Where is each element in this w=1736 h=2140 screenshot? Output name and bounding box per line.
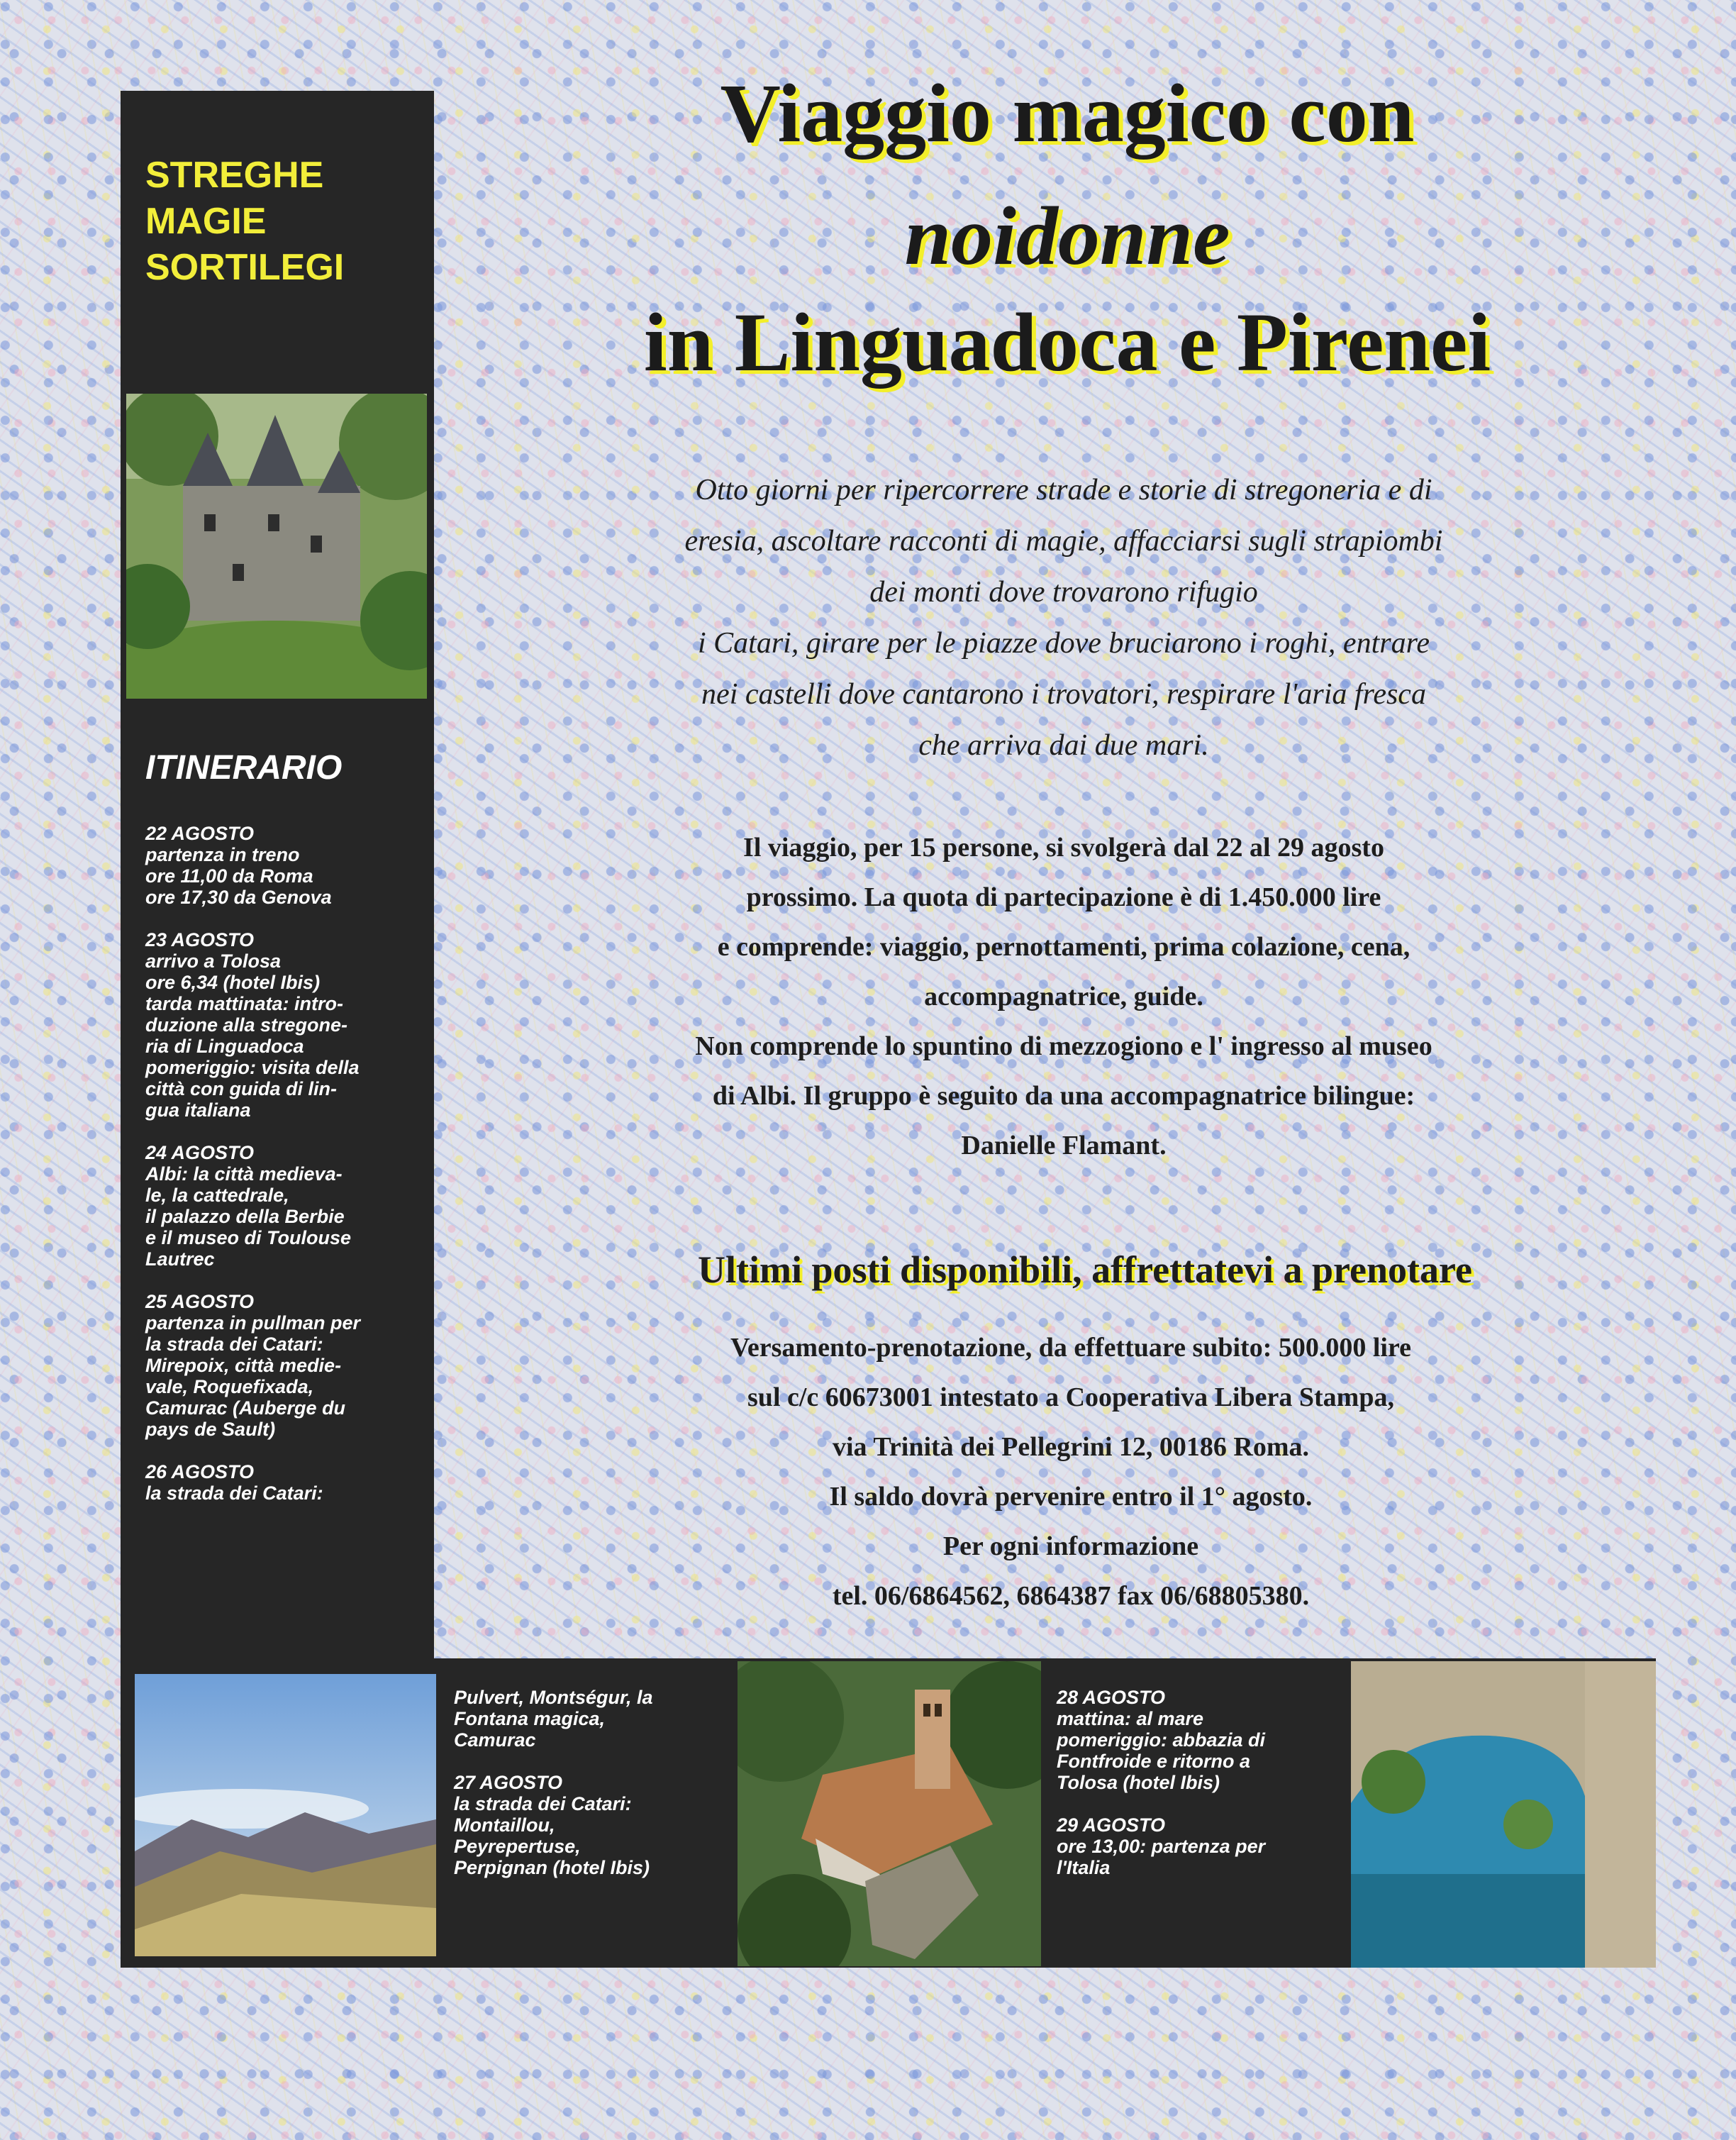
tagline xyxy=(145,153,344,291)
intro-line: i Catari, girare per le piazze dove bruciarono i roghi, entrare xyxy=(697,627,1430,660)
itinerary-day xyxy=(1057,1687,1340,1793)
booking-line: via Trinità dei Pellegrini 12, 00186 Roma. xyxy=(833,1432,1309,1462)
tagline-line: MAGIE xyxy=(145,201,267,242)
day-date: 27 AGOSTO xyxy=(454,1772,563,1793)
day-text: la strada dei Catari: Montaillou, Peyrepertuse, Perpignan (hotel Ibis) xyxy=(454,1793,650,1878)
itinerary-day xyxy=(454,1687,716,1751)
details-line: Danielle Flamant. xyxy=(961,1131,1167,1160)
cta-heading: Ultimi posti disponibili, affrettatevi a prenotare xyxy=(698,1248,1472,1291)
day-text: arrivo a Tolosa ore 6,34 (hotel Ibis) tarda mattinata: intro- duzione alla stregone- ria di Linguadoca pomeriggio: visita della città con guida di lin- gua italiana xyxy=(145,950,360,1121)
day-text: Albi: la città medieva- le, la cattedrale, il palazzo della Berbie e il museo di Toulouse Lautrec xyxy=(145,1163,352,1270)
itinerary-title: ITINERARIO xyxy=(145,749,343,787)
day-date: 25 AGOSTO xyxy=(145,1291,255,1312)
itinerary-day xyxy=(454,1772,716,1878)
day-date: 24 AGOSTO xyxy=(145,1142,255,1163)
day-text: mattina: al mare pomeriggio: abbazia di Fontfroide e ritorno a Tolosa (hotel Ibis) xyxy=(1057,1708,1266,1793)
headline-line1: Viaggio magico con xyxy=(720,67,1415,160)
itinerary-day xyxy=(145,1461,429,1504)
day-date: 22 AGOSTO xyxy=(145,823,255,844)
details-line: Non comprende lo spuntino di mezzogiono e l' ingresso al museo xyxy=(695,1031,1432,1061)
castle-photo xyxy=(126,394,427,699)
intro-line: dei monti dove trovarono rifugio xyxy=(869,576,1258,609)
tagline-line: STREGHE xyxy=(145,155,324,196)
day-date: 28 AGOSTO xyxy=(1057,1687,1166,1708)
itinerary-day xyxy=(145,929,429,1121)
details-line: accompagnatrice, guide. xyxy=(924,982,1203,1011)
sea-arch-photo xyxy=(1351,1661,1656,1968)
booking-line: sul c/c 60673001 intestato a Cooperativa Libera Stampa, xyxy=(747,1382,1394,1412)
itinerary-day xyxy=(145,823,429,908)
mountain-photo xyxy=(135,1674,436,1956)
bottom-col1 xyxy=(454,1687,716,1900)
abbey-photo xyxy=(738,1661,1041,1966)
booking-line: Versamento-prenotazione, da effettuare subito: 500.000 lire xyxy=(730,1333,1412,1363)
day-text: la strada dei Catari: xyxy=(145,1482,323,1504)
details-line: di Albi. Il gruppo è seguito da una accompagnatrice bilingue: xyxy=(712,1081,1415,1111)
booking-line: tel. 06/6864562, 6864387 fax 06/68805380. xyxy=(832,1581,1310,1611)
headline-line2: noidonne xyxy=(904,189,1230,282)
booking-line: Per ogni informazione xyxy=(942,1531,1199,1561)
details-line: Il viaggio, per 15 persone, si svolgerà dal 22 al 29 agosto xyxy=(743,833,1384,863)
day-date: 23 AGOSTO xyxy=(145,929,255,950)
day-date: 29 AGOSTO xyxy=(1057,1814,1166,1836)
day-text: Pulvert, Montségur, la Fontana magica, Camurac xyxy=(454,1687,653,1751)
tagline-line: SORTILEGI xyxy=(145,247,345,288)
details-paragraph xyxy=(482,823,1645,1170)
itinerary-day xyxy=(145,1142,429,1270)
itinerary-day xyxy=(145,1291,429,1440)
headline-line3: in Linguadoca e Pirenei xyxy=(643,296,1491,389)
intro-line: eresia, ascoltare racconti di magie, affacciarsi sugli strapiombi xyxy=(684,525,1443,558)
booking-line: Il saldo dovrà pervenire entro il 1° agosto. xyxy=(829,1482,1313,1512)
itinerary-list xyxy=(145,823,429,1525)
intro-paragraph xyxy=(496,465,1631,771)
intro-line: Otto giorni per ripercorrere strade e storie di stregoneria e di xyxy=(695,474,1432,506)
bottom-col2 xyxy=(1057,1687,1340,1900)
day-text: partenza in treno ore 11,00 da Roma ore 17,30 da Genova xyxy=(145,844,332,908)
day-date: 26 AGOSTO xyxy=(145,1461,255,1482)
booking-paragraph xyxy=(496,1323,1645,1621)
details-line: prossimo. La quota di partecipazione è di 1.450.000 lire xyxy=(746,882,1381,912)
day-text: partenza in pullman per la strada dei Catari: Mirepoix, città medie- vale, Roquefixada, Camurac (Auberge du pays de Sault) xyxy=(145,1312,361,1440)
day-text: ore 13,00: partenza per l'Italia xyxy=(1057,1836,1266,1878)
intro-line: nei castelli dove cantarono i trovatori, respirare l'aria fresca xyxy=(701,678,1426,711)
intro-line: che arriva dai due mari. xyxy=(918,729,1209,762)
itinerary-day xyxy=(1057,1814,1340,1878)
details-line: e comprende: viaggio, pernottamenti, prima colazione, cena, xyxy=(717,932,1410,962)
